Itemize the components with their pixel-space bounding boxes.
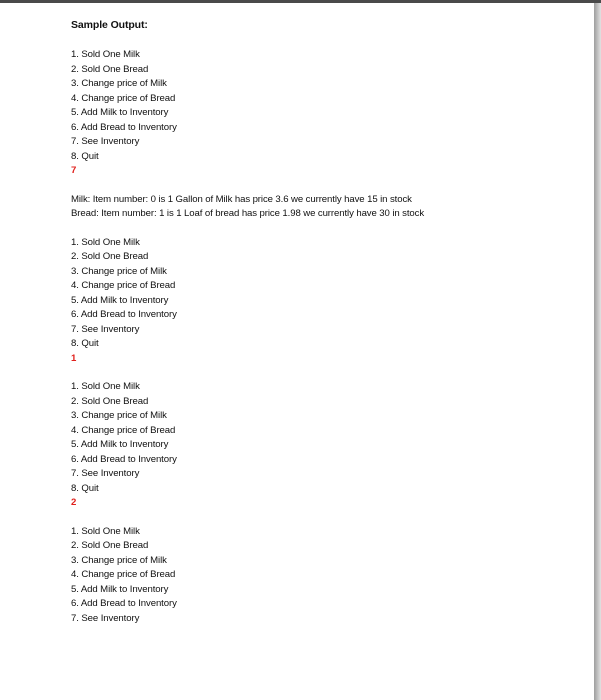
- menu-item: 2. Sold One Bread: [71, 251, 149, 262]
- menu-item: 5. Add Milk to Inventory: [71, 583, 169, 595]
- menu-item: 1. Sold One Milk: [71, 236, 140, 248]
- sample-output-heading: Sample Output:: [71, 19, 148, 31]
- user-choice: 2: [71, 497, 77, 508]
- menu-item: 4. Change price of Bread: [71, 569, 176, 580]
- menu-item: 6. Add Bread to Inventory: [71, 598, 177, 609]
- menu-item: 3. Change price of Milk: [71, 78, 167, 89]
- document-page: [0, 3, 594, 700]
- menu-item: 2. Sold One Bread: [71, 395, 149, 407]
- menu-item: 8. Quit: [71, 150, 99, 162]
- menu-item: 8. Quit: [71, 482, 99, 494]
- menu-item: 3. Change price of Milk: [71, 554, 167, 566]
- menu-item: 1. Sold One Milk: [71, 525, 140, 537]
- user-choice: 7: [71, 165, 77, 176]
- menu-item: 7. See Inventory: [71, 612, 140, 624]
- menu-block: [71, 380, 571, 511]
- menu-item: 2. Sold One Bread: [71, 540, 149, 551]
- menu-item: 7. See Inventory: [71, 136, 140, 147]
- menu-item: 7. See Inventory: [71, 323, 140, 335]
- menu-item: 1. Sold One Milk: [71, 381, 140, 392]
- menu-item: 7. See Inventory: [71, 468, 140, 479]
- menu-item: 4. Change price of Bread: [71, 92, 176, 104]
- menu-item: 6. Add Bread to Inventory: [71, 121, 177, 133]
- menu-item: 4. Change price of Bread: [71, 280, 176, 291]
- menu-block: [71, 236, 571, 367]
- menu-item: 1. Sold One Milk: [71, 49, 140, 60]
- inventory-output-line: Milk: Item number: 0 is 1 Gallon of Milk has price 3.6 we currently have 15 in stock: [71, 193, 412, 205]
- inventory-output-line: Bread: Item number: 1 is 1 Loaf of bread has price 1.98 we currently have 30 in stock: [71, 208, 425, 219]
- menu-item: 6. Add Bread to Inventory: [71, 453, 177, 465]
- menu-item: 4. Change price of Bread: [71, 424, 176, 436]
- menu-item: 5. Add Milk to Inventory: [71, 294, 169, 306]
- menu-block: [71, 48, 571, 222]
- menu-item: 5. Add Milk to Inventory: [71, 107, 169, 118]
- menu-item: 5. Add Milk to Inventory: [71, 439, 169, 450]
- menu-item: 3. Change price of Milk: [71, 410, 167, 421]
- menu-item: 6. Add Bread to Inventory: [71, 309, 177, 320]
- sample-output-content: [71, 17, 571, 626]
- menu-item: 3. Change price of Milk: [71, 265, 167, 277]
- user-choice: 1: [71, 352, 77, 364]
- menu-block: [71, 525, 571, 627]
- menu-item: 2. Sold One Bread: [71, 63, 149, 75]
- menu-item: 8. Quit: [71, 338, 99, 349]
- page-edge-shadow: [594, 3, 601, 700]
